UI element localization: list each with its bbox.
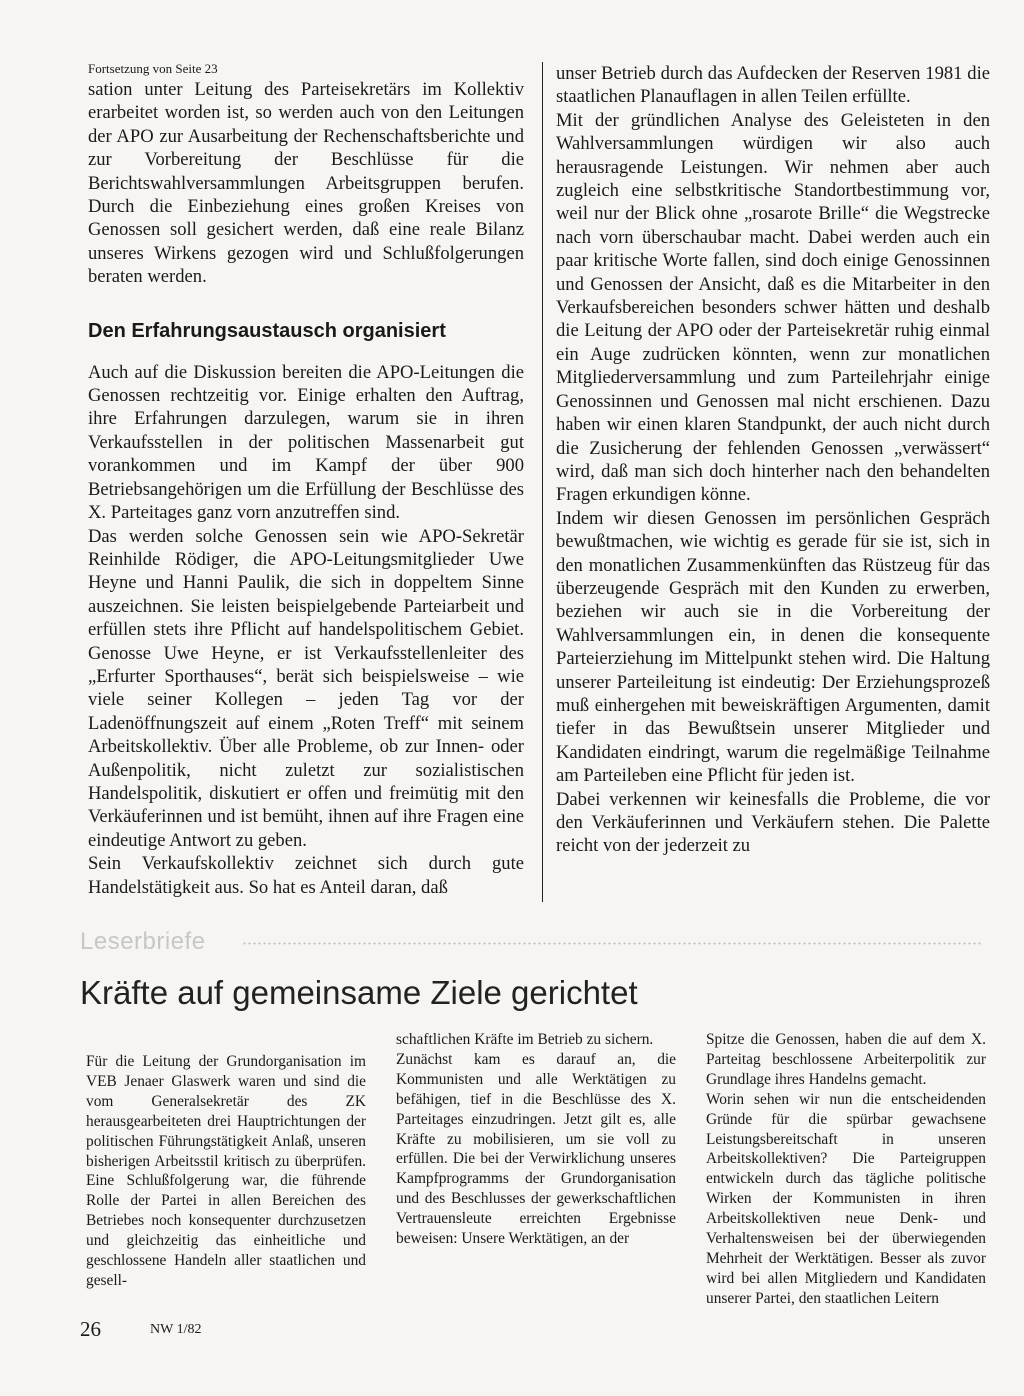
page-number: 26	[80, 1317, 101, 1341]
article-paragraph: Mit der gründlichen Analyse des Geleisteten in den Wahlversammlungen würdigen wir also auch herausragende Leistungen. Wir nehmen aber auch zugleich eine selbstkritische Standortbestimmung vor, weil nur der Blick ohne „rosarote Brille“ die Wegstrecke nach vorn überschaubar macht. Dabei werden auch ein paar kritische Worte fallen, sind doch einige Genossinnen und Genossen der Ansicht, daß es die Mitarbeiter in den Verkaufsbereichen besonders schwer hätten und deshalb die Leitung der APO oder der Parteisekretär ruhig einmal ein Auge zudrücken könnten, wenn zur monatlichen Mitgliederversammlung und zum Parteilehrjahr einige Genossinnen und Genossen mal nicht erschienen. Dazu haben wir einen klaren Standpunkt, der auch nicht durch die Zusicherung der fehlenden Genossen „verwässert“ wird, daß man sich doch hinterher nach den behandelten Fragen erkundigen könne.	[556, 109, 990, 506]
article-paragraph: unser Betrieb durch das Aufdecken der Reserven 1981 die staatlichen Planauflagen in allen Teilen erfüllte.	[556, 63, 990, 108]
letter-column-3	[706, 1030, 986, 1309]
letter-column-2	[396, 1030, 676, 1249]
issue-label: NW 1/82	[150, 1322, 202, 1337]
letter-paragraph: Worin sehen wir nun die entscheidenden Gründe für die spürbar gewachsene Leistungsbereitschaft in unseren Arbeitskollektiven? Die Parteigruppen entwickeln durch das tägliche politische Wirken der Kommunisten in ihren Arbeitskollektiven neue Denk- und Verhaltensweisen bei der überwiegenden Mehrheit der Werktätigen. Besser als zuvor wird bei allen Mitgliedern und Kandidaten unserer Partei, den staatlichen Leitern	[706, 1090, 986, 1307]
section-dotted-rule	[242, 942, 982, 945]
section-label-leserbriefe: Leserbriefe	[80, 928, 206, 955]
article-paragraph: Dabei verkennen wir keinesfalls die Probleme, die vor den Verkäuferinnen und Verkäufern stehen. Die Palette reicht von der jederzeit zu	[556, 788, 990, 857]
letter-paragraph: schaftlichen Kräfte im Betrieb zu sichern.	[396, 1031, 654, 1048]
letter-paragraph: Spitze die Genossen, haben die auf dem X. Parteitag beschlossene Arbeiterpolitik zur Grundlage ihres Handelns gemacht.	[706, 1031, 986, 1088]
letter-headline: Kräfte auf gemeinsame Ziele gerichtet	[80, 974, 638, 1011]
article-paragraph: Indem wir diesen Genossen im persönlichen Gespräch bewußtmachen, wie wichtig es gerade für sie ist, sich in den monatlichen Zusammenkünften das Rüstzeug für das überzeugende Gespräch mit den Kunden zu erwerben, beziehen wir auch sie in die Vorbereitung der Wahlversammlungen ein, in denen die konsequente Parteierziehung im Mittelpunkt stehen wird. Die Haltung unserer Parteileitung ist eindeutig: Der Erziehungsprozeß muß einhergehen mit beweiskräftigen Argumenten, damit tiefer in das Bewußtsein unserer Mitglieder und Kandidaten eindringt, warum die regelmäßige Teilnahme am Parteileben eine Pflicht für jeden ist.	[556, 507, 990, 787]
article-subheading: Den Erfahrungsaustausch organisiert	[88, 319, 446, 342]
letter-column-1	[86, 1052, 366, 1291]
article-paragraph: sation unter Leitung des Parteisekretärs im Kollektiv erarbeitet worden ist, so werden auch von den Leitungen der APO zur Ausarbeitung der Rechenschaftsberichte und zur Vorbereitung der Beschlüsse für die Berichtswahlversammlungen Arbeitsgruppen berufen. Durch die Einbeziehung eines großen Kreises von Genossen soll gesichert werden, daß eine reale Bilanz unseres Wirkens gezogen wird und Schlußfolgerungen beraten werden.	[88, 79, 524, 288]
article-paragraph: Sein Verkaufskollektiv zeichnet sich durch gute Handelstätigkeit aus. So hat es Anteil daran, daß	[88, 853, 524, 898]
continued-note: Fortsetzung von Seite 23	[88, 61, 218, 76]
article-paragraph: Auch auf die Diskussion bereiten die APO-Leitungen die Genossen rechtzeitig vor. Einige erhalten den Auftrag, ihre Erfahrungen darzulegen, warum sie in ihren Verkaufsstellen in der politischen Massenarbeit gut vorankommen und im Kampf der über 900 Betriebsangehörigen um die Erfüllung der Beschlüsse des X. Parteitages ganz vorn anzutreffen sind.	[88, 361, 524, 524]
letter-paragraph: Zunächst kam es darauf an, die Kommunisten und alle Werktätigen zu befähigen, tief in die Beschlüsse des X. Parteitages einzudringen. Jetzt gilt es, alle Kräfte zu mobilisieren, um sie voll zu erfüllen. Die bei der Verwirklichung unseres Kampfprogramms der Grundorganisation und des Beschlusses der gewerkschaftlichen Vertrauensleute erreichten Ergebnisse beweisen: Unsere Werktätigen, an der	[396, 1050, 676, 1248]
article-column-left	[88, 60, 524, 899]
column-divider	[542, 62, 543, 902]
letter-paragraph: Für die Leitung der Grundorganisation im VEB Jenaer Glaswerk waren und sind die vom Generalsekretär des ZK herausgearbeiteten drei Hauptrichtungen der politischen Führungstätigkeit Anlaß, unseren bisherigen Arbeitsstil kritisch zu überprüfen. Eine Schlußfolgerung war, die führende Rolle der Partei in allen Bereichen des Betriebes noch konsequenter durchzusetzen und gleichzeitig das einheitliche und geschlossene Handeln aller staatlichen und gesell-	[86, 1053, 366, 1289]
article-column-right	[556, 62, 990, 858]
article-paragraph: Das werden solche Genossen sein wie APO-Sekretär Reinhilde Rödiger, die APO-Leitungsmitglieder Uwe Heyne und Hanni Paulik, die sich in doppeltem Sinne auszeichnen. Sie leisten beispielgebende Parteiarbeit und erfüllen stets ihre Pflicht auf handelspolitischem Gebiet. Genosse Uwe Heyne, er ist Verkaufsstellenleiter des „Erfurter Sporthauses“, berät sich beispielsweise – wie viele seiner Kollegen – jeden Tag vor der Ladenöffnungszeit auf einem „Roten Treff“ mit seinem Arbeitskollektiv. Über alle Probleme, ob zur Innen- oder Außenpolitik, nicht zuletzt zur sozialistischen Handelspolitik, diskutiert er offen und freimütig mit den Verkäuferinnen und ist bemüht, ihnen auf ihre Fragen eine eindeutige Antwort zu geben.	[88, 525, 524, 851]
